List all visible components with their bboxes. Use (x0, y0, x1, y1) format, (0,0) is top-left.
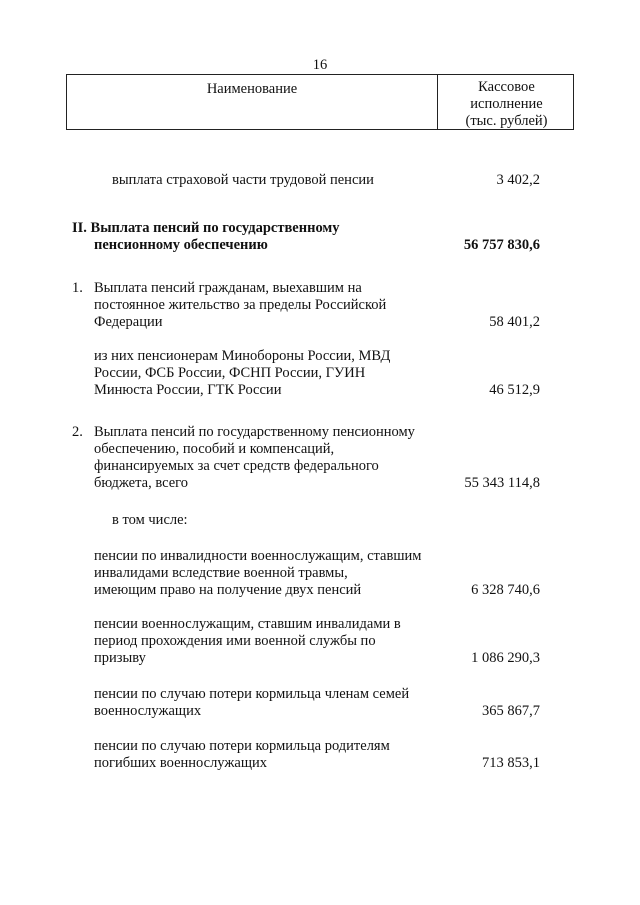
column-header-cash-execution (438, 79, 575, 130)
row-amount: 1 086 290,3 (471, 650, 540, 666)
row-amount: 46 512,9 (489, 382, 540, 398)
row-label: пенсии по случаю потери кормильца членам семей (94, 686, 410, 702)
row-label: обеспечению, пособий и компенсаций, (94, 441, 335, 457)
row-label: постоянное жительство за пределы Российской (94, 297, 387, 313)
row-label: пенсии по инвалидности военнослужащим, ставшим (94, 548, 422, 564)
row-label: имеющим право на получение двух пенсий (94, 582, 362, 598)
row-amount: 56 757 830,6 (463, 237, 540, 253)
page-number: 16 (312, 57, 328, 73)
row-label: период прохождения ими военной службы по (94, 633, 376, 649)
row-amount: 6 328 740,6 (471, 582, 540, 598)
row-label: пенсионному обеспечению (94, 237, 268, 253)
row-label: II. Выплата пенсий по государственному (72, 220, 340, 236)
row-amount: 55 343 114,8 (464, 475, 540, 491)
row-label: инвалидами вследствие военной травмы, (94, 565, 348, 581)
row-label: Выплата пенсий по государственному пенсионному (94, 424, 415, 440)
header-line: Кассовое (478, 79, 535, 95)
header-line: (тыс. рублей) (465, 113, 548, 129)
row-label: Федерации (94, 314, 163, 330)
row-amount: 713 853,1 (482, 755, 540, 771)
row-label: в том числе: (112, 512, 188, 528)
row-label: призыву (94, 650, 146, 666)
row-label: пенсии военнослужащим, ставшим инвалидами в (94, 616, 401, 632)
row-label: пенсии по случаю потери кормильца родителям (94, 738, 390, 754)
row-label: бюджета, всего (94, 475, 188, 491)
row-number: 1. (72, 280, 83, 296)
row-label: погибших военнослужащих (94, 755, 267, 771)
row-amount: 365 867,7 (482, 703, 540, 719)
column-header-name: Наименование (206, 81, 298, 97)
header-line: исполнение (470, 96, 543, 112)
row-amount: 3 402,2 (496, 172, 540, 188)
row-label: выплата страховой части трудовой пенсии (112, 172, 374, 188)
row-label: военнослужащих (94, 703, 202, 719)
row-label: России, ФСБ России, ФСНП России, ГУИН (94, 365, 366, 381)
row-number: 2. (72, 424, 83, 440)
row-label: из них пенсионерам Минобороны России, МВД (94, 348, 391, 364)
row-label: Минюста России, ГТК России (94, 382, 282, 398)
row-label: Выплата пенсий гражданам, выехавшим на (94, 280, 362, 296)
table-header (66, 74, 574, 130)
row-label: финансируемых за счет средств федерального (94, 458, 379, 474)
row-amount: 58 401,2 (489, 314, 540, 330)
